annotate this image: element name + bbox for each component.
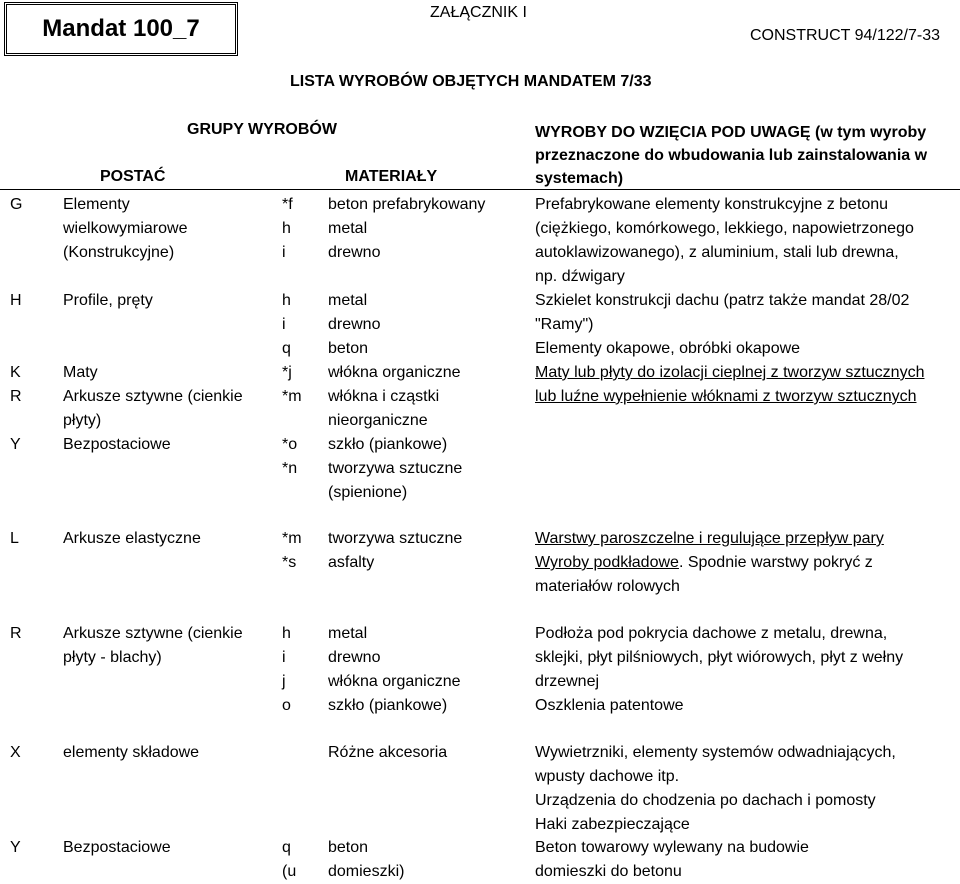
group-letter-text: L: [10, 530, 19, 547]
material-cell: [328, 527, 462, 575]
material-cell: [328, 289, 380, 361]
mandate-title: Mandat 100_7: [42, 15, 200, 42]
products-cell: [535, 289, 909, 361]
form-header: POSTAĆ: [100, 168, 166, 185]
product-text: Prefabrykowane elementy konstrukcyjne z betonu: [535, 196, 889, 213]
group-letter: [10, 622, 22, 646]
product-line: [535, 313, 909, 337]
groups-header: GRUPY WYROBÓW: [187, 121, 337, 138]
material-line: Różne akcesoria: [328, 744, 448, 761]
product-text: Oszklenia patentowe: [535, 697, 684, 714]
material-cell: [328, 433, 462, 505]
group-letter: [10, 433, 21, 457]
product-text: (ciężkiego, komórkowego, lekkiego, napowietrzonego: [535, 220, 914, 237]
form-line: Arkusze sztywne (cienkie: [63, 625, 243, 642]
products-cell: [535, 385, 917, 409]
form-line: Bezpostaciowe: [63, 839, 171, 856]
products-cell: [535, 361, 924, 385]
product-line: [535, 265, 914, 289]
products-cell: [535, 527, 884, 599]
form-cell: [63, 741, 199, 765]
product-text: np. dźwigary: [535, 268, 625, 285]
material-code: *f: [282, 196, 293, 213]
product-text: sklejki, płyt pilśniowych, płyt wiórowych, płyt z wełny: [535, 649, 904, 666]
products-header: [535, 121, 927, 190]
form-line: Bezpostaciowe: [63, 436, 171, 453]
product-line: [535, 337, 909, 361]
material-line: beton: [328, 839, 369, 856]
material-line: beton prefabrykowany: [328, 196, 486, 213]
products-header-line: WYROBY DO WZIĘCIA POD UWAGĘ (w tym wyroby: [535, 124, 927, 141]
material-cell: [328, 836, 404, 884]
group-letter-text: G: [10, 196, 23, 213]
material-cell: [328, 361, 461, 385]
material-code: h: [282, 220, 291, 237]
product-line: [535, 813, 896, 837]
material-code: q: [282, 340, 291, 357]
material-line: beton: [328, 340, 369, 357]
form-cell: [63, 433, 171, 457]
product-text: autoklawizowanego), z aluminium, stali lub drewna,: [535, 244, 899, 261]
product-text: Wywietrzniki, elementy systemów odwadniających,: [535, 744, 896, 761]
code-cell: [282, 622, 291, 718]
reference-code: CONSTRUCT 94/122/7-33: [750, 27, 940, 44]
code-cell: [282, 527, 302, 575]
form-cell: [63, 193, 187, 265]
form-line: Arkusze elastyczne: [63, 530, 201, 547]
form-line: (Konstrukcyjne): [63, 244, 175, 261]
form-cell: [63, 289, 153, 313]
group-letter: [10, 527, 19, 551]
form-line: Arkusze sztywne (cienkie: [63, 388, 243, 405]
product-text: lub luźne wypełnienie włóknami z tworzyw sztucznych: [535, 388, 917, 405]
code-cell: [282, 361, 292, 385]
material-line: drewno: [328, 316, 381, 333]
product-text: Urządzenia do chodzenia po dachach i pomosty: [535, 792, 876, 809]
material-line: metal: [328, 292, 368, 309]
material-cell: [328, 622, 461, 718]
products-header-line: systemach): [535, 170, 624, 187]
product-line: [535, 551, 884, 575]
material-line: (spienione): [328, 484, 408, 501]
product-line: [535, 527, 884, 551]
product-text: materiałów rolowych: [535, 578, 680, 595]
group-letter-text: Y: [10, 436, 21, 453]
material-line: asfalty: [328, 554, 375, 571]
form-line: Maty: [63, 364, 98, 381]
product-line: [535, 741, 896, 765]
products-header-line: przeznaczone do wbudowania lub zainstalowania w: [535, 147, 928, 164]
product-line: [535, 836, 809, 860]
material-code: i: [282, 244, 286, 261]
product-line: [535, 646, 903, 670]
group-letter: [10, 361, 21, 385]
form-cell: [63, 527, 201, 551]
product-line: [535, 622, 903, 646]
group-letter: [10, 836, 21, 860]
list-title: LISTA WYROBÓW OBJĘTYCH MANDATEM 7/33: [290, 73, 652, 90]
products-cell: [535, 741, 896, 837]
product-line: [535, 217, 914, 241]
code-cell: [282, 289, 291, 361]
product-text: Wyroby podkładowe: [535, 554, 679, 571]
form-line: elementy składowe: [63, 744, 200, 761]
material-line: włókna organiczne: [328, 673, 461, 690]
material-cell: [328, 193, 485, 265]
product-text: drzewnej: [535, 673, 600, 690]
product-text: Szkielet konstrukcji dachu (patrz także mandat 28/02: [535, 292, 910, 309]
group-letter-text: K: [10, 364, 21, 381]
group-letter: [10, 741, 21, 765]
product-line: [535, 575, 884, 599]
product-text: Beton towarowy wylewany na budowie: [535, 839, 809, 856]
code-cell: [282, 836, 296, 884]
material-code: h: [282, 292, 291, 309]
group-letter: [10, 193, 22, 217]
group-letter-text: R: [10, 625, 22, 642]
material-code: *m: [282, 388, 302, 405]
code-cell: [282, 385, 302, 409]
product-line: [535, 385, 917, 409]
material-line: domieszki): [328, 863, 405, 880]
form-cell: [63, 622, 243, 670]
group-letter: [10, 289, 22, 313]
product-line: [535, 789, 896, 813]
product-text: Haki zabezpieczające: [535, 816, 690, 833]
group-letter-text: R: [10, 388, 22, 405]
material-line: tworzywa sztuczne: [328, 460, 463, 477]
material-code: j: [282, 673, 286, 690]
material-line: metal: [328, 625, 368, 642]
material-code: o: [282, 697, 291, 714]
product-line: [535, 765, 896, 789]
product-text: domieszki do betonu: [535, 863, 682, 880]
material-code: *j: [282, 364, 292, 381]
materials-header: MATERIAŁY: [345, 168, 438, 185]
annex-label: ZAŁĄCZNIK I: [430, 4, 527, 21]
form-line: Profile, pręty: [63, 292, 153, 309]
material-code: *o: [282, 436, 298, 453]
form-line: płyty): [63, 412, 102, 429]
group-letter: [10, 385, 22, 409]
material-line: nieorganiczne: [328, 412, 428, 429]
material-line: drewno: [328, 244, 381, 261]
products-cell: [535, 836, 809, 884]
product-line: [535, 860, 809, 884]
product-text: Warstwy paroszczelne i regulujące przepływ pary: [535, 530, 884, 547]
product-text: Podłoża pod pokrycia dachowe z metalu, drewna,: [535, 625, 888, 642]
product-line: [535, 670, 903, 694]
form-cell: [63, 385, 243, 433]
form-line: Elementy: [63, 196, 130, 213]
material-line: szkło (piankowe): [328, 697, 448, 714]
material-code: (u: [282, 863, 297, 880]
material-code: i: [282, 649, 286, 666]
product-text: Maty lub płyty do izolacji cieplnej z tworzyw sztucznych: [535, 364, 925, 381]
material-line: włókna organiczne: [328, 364, 461, 381]
product-text: "Ramy"): [535, 316, 594, 333]
mandate-title-box: [4, 2, 238, 56]
product-text: Elementy okapowe, obróbki okapowe: [535, 340, 801, 357]
group-letter-text: X: [10, 744, 21, 761]
form-line: wielkowymiarowe: [63, 220, 188, 237]
products-cell: [535, 193, 914, 289]
product-line: [535, 241, 914, 265]
group-letter-text: H: [10, 292, 22, 309]
form-cell: [63, 361, 98, 385]
code-cell: [282, 433, 297, 481]
material-line: włókna i cząstki: [328, 388, 440, 405]
code-cell: [282, 193, 293, 265]
material-code: *n: [282, 460, 298, 477]
form-line: płyty - blachy): [63, 649, 162, 666]
product-line: [535, 289, 909, 313]
group-letter-text: Y: [10, 839, 21, 856]
product-line: [535, 361, 924, 385]
material-cell: [328, 741, 447, 765]
material-line: metal: [328, 220, 368, 237]
products-cell: [535, 622, 903, 718]
header-divider: [0, 189, 960, 190]
material-code: *s: [282, 554, 297, 571]
product-text: . Spodnie warstwy pokryć z: [678, 554, 873, 571]
material-code: i: [282, 316, 286, 333]
material-code: h: [282, 625, 291, 642]
material-line: drewno: [328, 649, 381, 666]
material-line: szkło (piankowe): [328, 436, 448, 453]
material-line: tworzywa sztuczne: [328, 530, 463, 547]
product-line: [535, 193, 914, 217]
material-code: *m: [282, 530, 302, 547]
material-code: q: [282, 839, 291, 856]
form-cell: [63, 836, 171, 860]
material-cell: [328, 385, 439, 433]
product-text: wpusty dachowe itp.: [535, 768, 680, 785]
product-line: [535, 694, 903, 718]
